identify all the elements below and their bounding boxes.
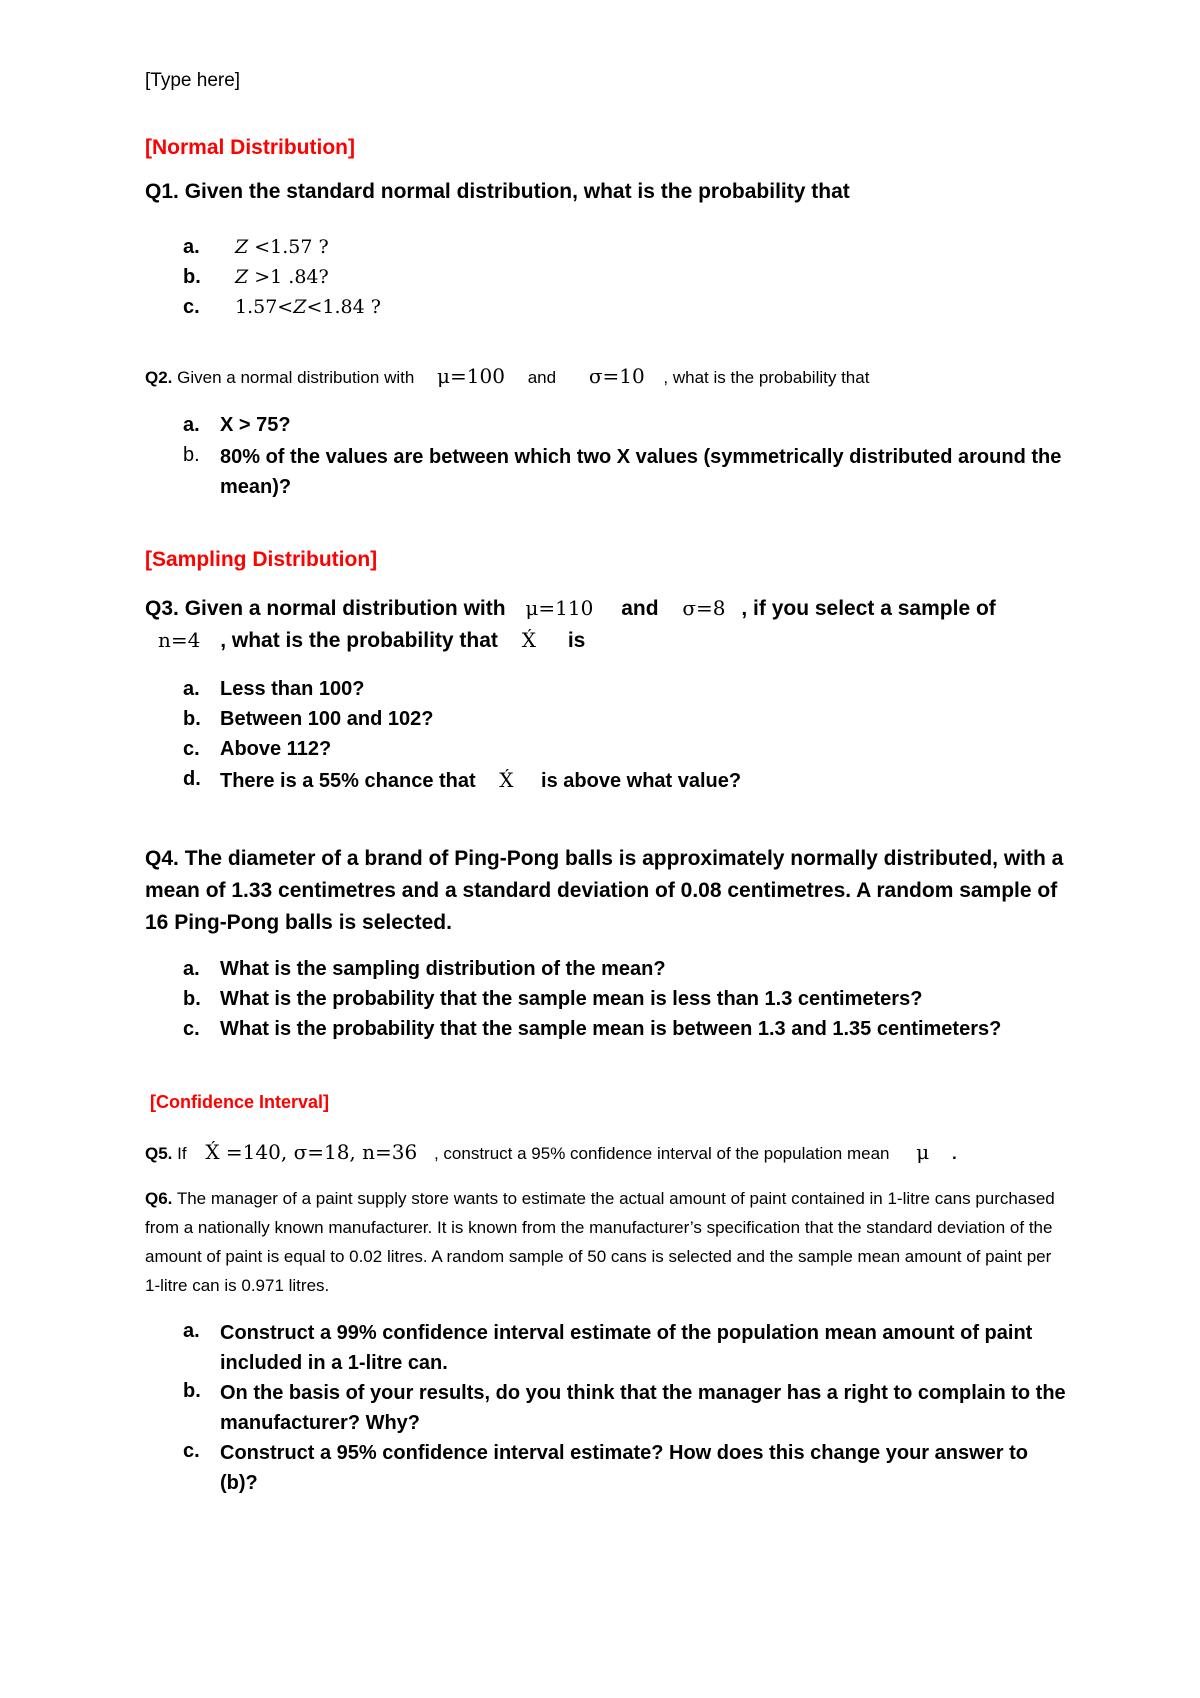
q5-expr: X́ =140, σ=18, n=36 <box>205 1140 418 1164</box>
q3-n: n=4 <box>158 628 201 652</box>
section-normal-distribution: [Normal Distribution] <box>145 136 355 159</box>
q1-item-c <box>235 296 381 318</box>
q5-label: Q5. <box>145 1144 173 1163</box>
q3-text-b: , if you select a sample of <box>741 597 996 620</box>
q1-item-a-rest: <1.57 ? <box>248 236 329 258</box>
q3-text-a: Given a normal distribution with <box>184 597 506 620</box>
q3-text-d: is <box>567 629 586 652</box>
q3-xbar: X́ <box>521 628 536 652</box>
q3-item-a: Less than 100? <box>220 678 365 700</box>
q2-label: Q2. <box>145 368 173 387</box>
q1-item-c-var: Z <box>293 296 307 318</box>
q2-item-a: X > 75? <box>220 414 291 436</box>
q2-item-a-letter: a. <box>183 414 200 436</box>
q6-item-b-letter: b. <box>183 1380 201 1402</box>
q1-item-b-var: Z <box>235 266 249 288</box>
q4-item-b-letter: b. <box>183 988 201 1010</box>
q6-item-b: On the basis of your results, do you think that the manager has a right to complain to the manufacturer? Why? <box>220 1382 1066 1434</box>
q1-item-a-var: Z <box>235 236 249 258</box>
q5-if: If <box>177 1144 187 1163</box>
q3-label: Q3. <box>145 597 179 620</box>
q3-item-c-letter: c. <box>183 738 200 760</box>
q2-mu: μ=100 <box>437 364 505 388</box>
q2-text-b: , what is the probability that <box>663 368 870 387</box>
q3-prompt-line2 <box>158 628 585 653</box>
q1-label: Q1. <box>145 180 179 203</box>
q1-item-b-rest: >1 .84? <box>248 266 329 288</box>
page-header: [Type here] <box>145 70 241 91</box>
q4-item-c: What is the probability that the sample mean is between 1.3 and 1.35 centimeters? <box>220 1018 1002 1040</box>
q4-item-a-letter: a. <box>183 958 200 980</box>
q3-sigma: σ=8 <box>682 596 726 620</box>
q3-item-a-letter: a. <box>183 678 200 700</box>
q5-prompt <box>145 1140 957 1164</box>
q6-item-c-letter: c. <box>183 1440 200 1462</box>
q1-item-a <box>235 236 329 258</box>
q6-prompt <box>145 1184 1070 1300</box>
q1-item-c-letter: c. <box>183 296 200 318</box>
q4-label: Q4. <box>145 847 179 870</box>
q3-item-d-xbar: X́ <box>499 768 514 792</box>
q4-item-c-letter: c. <box>183 1018 200 1040</box>
q2-item-b-letter: b. <box>183 444 200 466</box>
q4-prompt <box>145 843 1070 939</box>
q6-text: The manager of a paint supply store wants to estimate the actual amount of paint contained in 1-litre cans purchased from a nationally known manufacturer. It is known from the manufacturer’s specification that the standard deviation of the amount of paint is equal to 0.02 litres. A random sample of 50 cans is selected and the sample mean amount of paint per 1-litre can is 0.971 litres. <box>145 1189 1055 1295</box>
q5-text: , construct a 95% confidence interval of the population mean <box>433 1144 890 1163</box>
q2-prompt <box>145 364 869 388</box>
q3-and: and <box>621 597 659 620</box>
q5-end: . <box>951 1144 957 1163</box>
q2-and: and <box>527 368 557 387</box>
q6-item-c: Construct a 95% confidence interval estimate? How does this change your answer to (b)? <box>220 1442 1028 1494</box>
q5-mu: μ <box>916 1140 930 1164</box>
q1-text: Given the standard normal distribution, what is the probability that <box>184 180 850 203</box>
section-confidence-interval: [Confidence Interval] <box>150 1092 330 1112</box>
q3-prompt-line1 <box>145 596 996 621</box>
q1-item-b <box>235 266 329 288</box>
q3-item-b-letter: b. <box>183 708 201 730</box>
q1-item-a-letter: a. <box>183 236 200 258</box>
q3-item-d-rest: is above what value? <box>541 770 742 792</box>
section-sampling-distribution: [Sampling Distribution] <box>145 548 378 571</box>
q3-item-d-text: There is a 55% chance that <box>220 770 476 792</box>
q3-mu: μ=110 <box>525 596 594 620</box>
q4-item-a: What is the sampling distribution of the mean? <box>220 958 666 980</box>
q6-item-a: Construct a 99% confidence interval estimate of the population mean amount of paint included in a 1-litre can. <box>220 1322 1033 1374</box>
q2-sigma: σ=10 <box>588 364 645 388</box>
q6-label: Q6. <box>145 1189 173 1208</box>
q3-item-d <box>220 768 741 793</box>
q2-item-b: 80% of the values are between which two X values (symmetrically distributed around the mean)? <box>220 446 1062 498</box>
q1-item-c-pre: 1.57< <box>235 296 294 318</box>
q3-text-c: , what is the probability that <box>220 629 498 652</box>
q3-item-b: Between 100 and 102? <box>220 708 434 730</box>
q6-item-a-letter: a. <box>183 1320 200 1342</box>
q1-item-b-letter: b. <box>183 266 201 288</box>
q2-text-a: Given a normal distribution with <box>177 368 415 387</box>
q4-text: The diameter of a brand of Ping-Pong balls is approximately normally distributed, with a mean of 1.33 centimetres and a standard deviation of 0.08 centimetres. A random sample of 16 Ping-Pong balls is selected. <box>145 847 1064 934</box>
q4-item-b: What is the probability that the sample mean is less than 1.3 centimeters? <box>220 988 923 1010</box>
q3-item-c: Above 112? <box>220 738 332 760</box>
q1-item-c-rest: <1.84 ? <box>306 296 381 318</box>
q3-item-d-letter: d. <box>183 768 201 790</box>
q1-prompt <box>145 180 850 204</box>
